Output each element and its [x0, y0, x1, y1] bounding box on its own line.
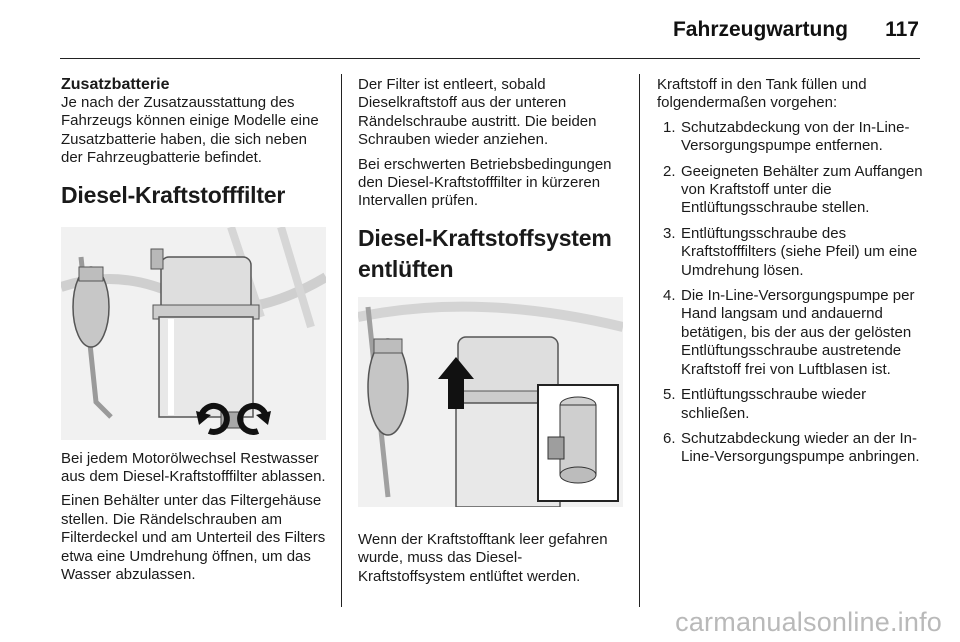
bleeding-steps-list [657, 119, 923, 467]
list-item: 5. Entlüftungsschraube wieder schließen. [663, 386, 867, 422]
column-divider-2 [639, 74, 640, 607]
paragraph-filter-entleert: Der Filter ist entleert, sobald Dieselkraftstoff aus der unteren Rändelschraube austritt. Die beiden Schrauben wieder anziehen. [358, 76, 597, 149]
section-title: Fahrzeugwartung [672, 18, 848, 41]
page-number: 117 [885, 18, 919, 41]
column-1 [61, 76, 327, 590]
column-3 [657, 76, 923, 474]
list-item: 6. Schutzabdeckung wieder an der In-Line-Versorgungspumpe anbringen. [663, 429, 920, 466]
list-item: 3. Entlüftungsschraube des Kraftstofffilters (siehe Pfeil) um eine Umdrehung lösen. [663, 224, 918, 279]
heading-entlueften: Diesel-Kraftstoffsystem entlüften [358, 224, 612, 282]
paragraph-zusatzbatterie: Je nach der Zusatzausstattung des Fahrzeugs können einige Modelle eine Zusatzbatterie haben, die sich neben der Fahrzeugbatterie befindet. [61, 94, 319, 167]
paragraph-behaelter: Einen Behälter unter das Filtergehäuse stellen. Die Rändelschrauben am Filterdeckel und am Unterteil des Filters etwa eine Umdrehung öffnen, um das Wasser abzulassen. [61, 492, 326, 584]
bleeding-illustration [358, 297, 623, 507]
list-item: 2. Geeigneten Behälter zum Auffangen von Kraftstoff unter die Entlüftungsschraube stellen. [663, 162, 923, 217]
paragraph-restwasser: Bei jedem Motorölwechsel Restwasser aus dem Diesel-Kraftstofffilter ablassen. [61, 449, 326, 486]
fuel-filter-illustration [61, 227, 326, 440]
column-2 [358, 76, 626, 592]
header-rule [60, 58, 920, 59]
heading-kraftstofffilter: Diesel-Kraftstofffilter [61, 181, 286, 208]
heading-zusatzbatterie: Zusatzbatterie [61, 76, 170, 93]
paragraph-tank-leer: Wenn der Kraftstofftank leer gefahren wurde, muss das Diesel-Kraftstoffsystem entlüftet werden. [358, 530, 608, 585]
page-header [0, 0, 960, 60]
site-watermark: carmanualsonline.info [675, 607, 942, 637]
list-item: 1. Schutzabdeckung von der In-Line-Versorgungspumpe entfernen. [663, 118, 910, 155]
column-divider-1 [341, 74, 342, 607]
paragraph-betriebsbedingungen: Bei erschwerten Betriebsbedingungen den Diesel-Kraftstofffilter in kürzeren Intervallen prüfen. [358, 155, 612, 210]
list-item: 4. Die In-Line-Versorgungspumpe per Hand langsam und andauernd betätigen, bis der aus der gelösten Entlüftungsschraube austretende Kraftstoff frei von Luftblasen ist. [663, 287, 915, 378]
paragraph-intro: Kraftstoff in den Tank füllen und folgendermaßen vorgehen: [657, 76, 867, 112]
